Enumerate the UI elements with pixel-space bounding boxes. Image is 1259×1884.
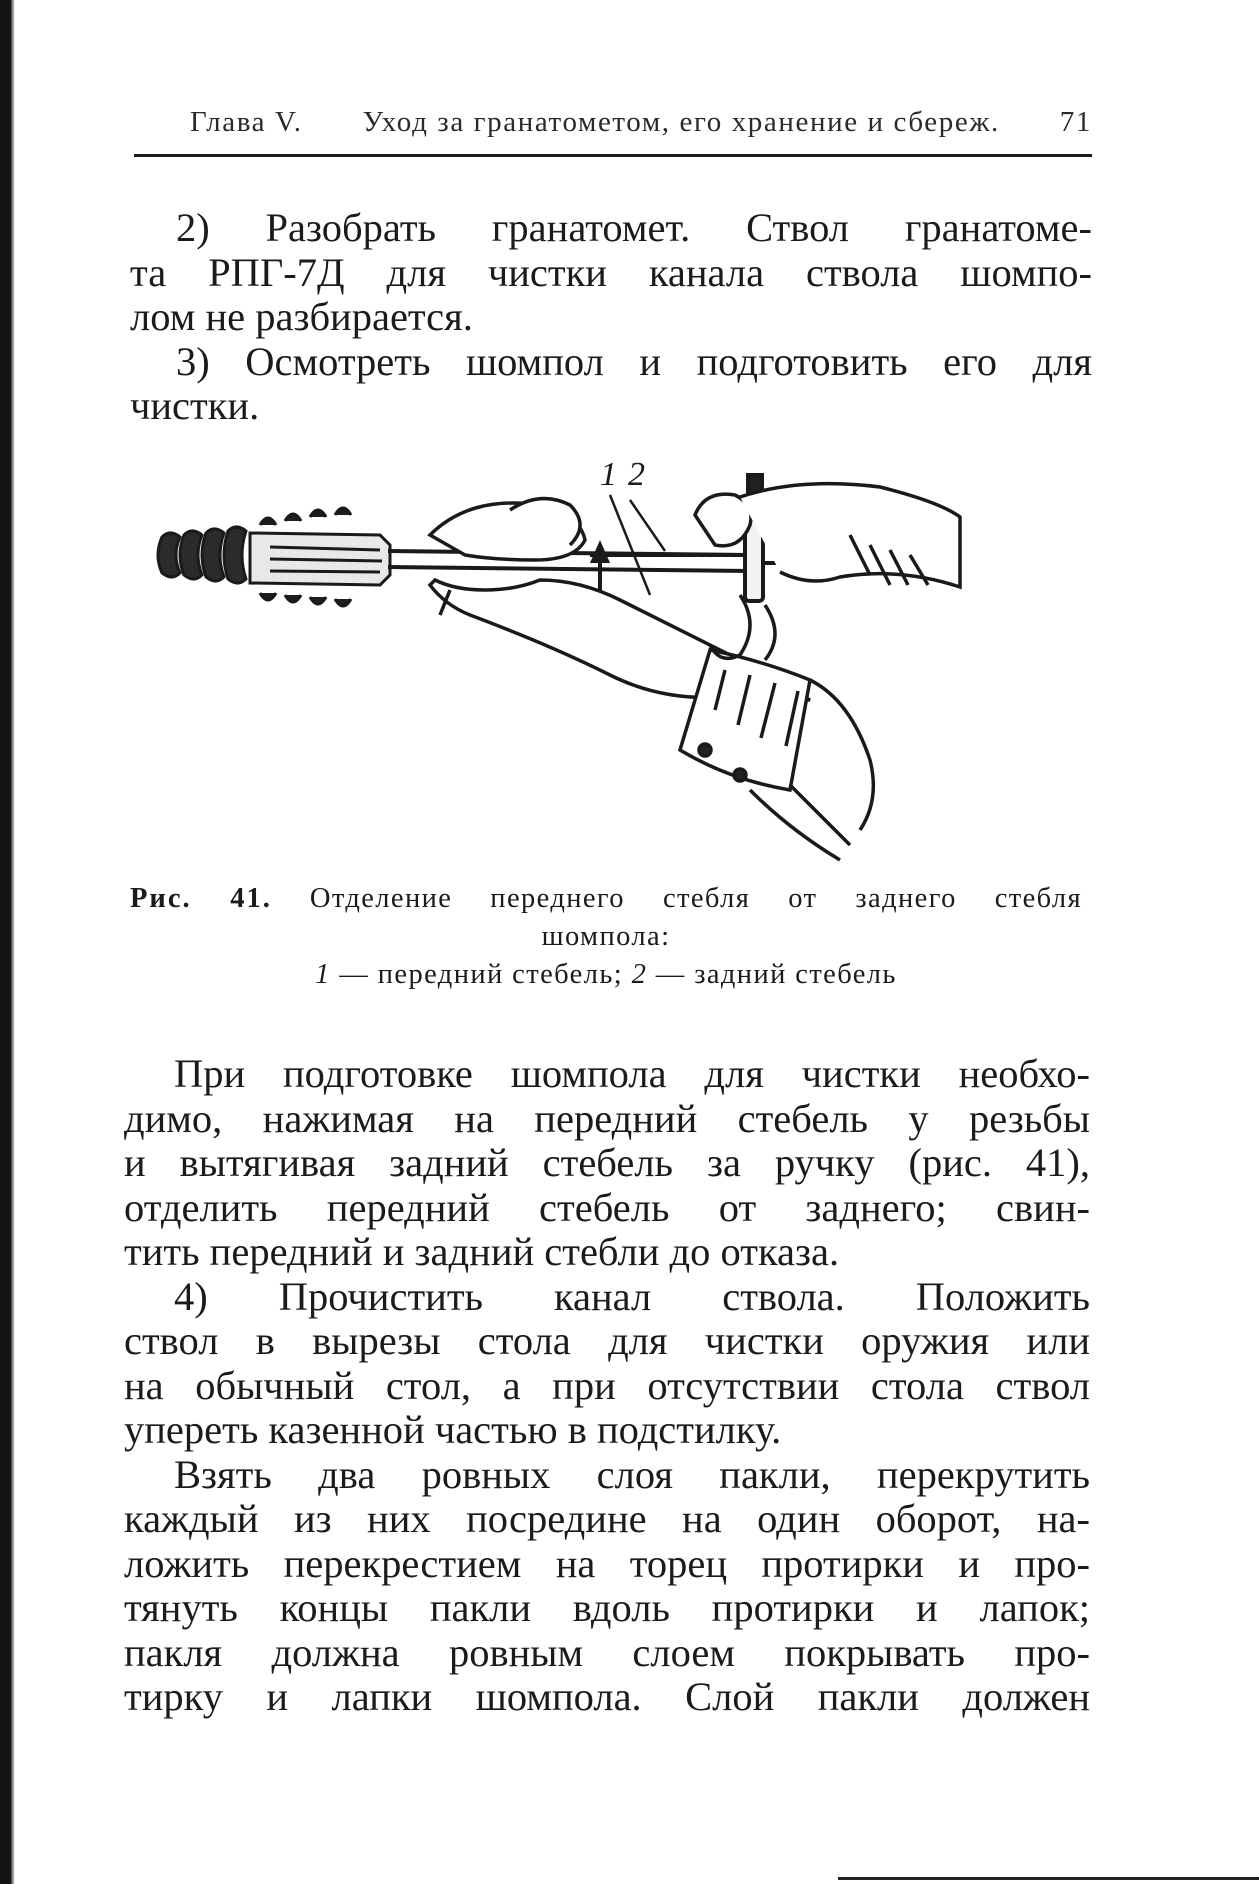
header-rule xyxy=(134,154,1092,157)
legend-number-1: 1 xyxy=(315,959,331,990)
text-line: та РПГ-7Д для чистки канала ствола шомпо- xyxy=(130,249,1092,295)
text-line: тить передний и задний стебли до отказа. xyxy=(124,1229,840,1274)
caption-line-1 xyxy=(130,880,1082,918)
caption-text: Отделение переднего стебля от заднего стебля xyxy=(309,883,1082,914)
body-text xyxy=(124,1052,1090,1720)
leader-lines xyxy=(610,495,665,595)
running-header-chapter: Глава V. xyxy=(190,106,303,138)
text-line: упереть казенной частью в подстилку. xyxy=(124,1407,782,1452)
page-binding-edge xyxy=(0,0,11,1884)
text-line: 4) Прочистить канал ствола. Положить xyxy=(174,1273,1090,1319)
text-line: отделить передний стебель от заднего; свин- xyxy=(124,1184,1090,1230)
page-binding-shadow xyxy=(11,0,15,1884)
steps-top xyxy=(130,206,1092,429)
sleeve-cuff-drawing xyxy=(680,650,873,860)
legend-number-2: 2 xyxy=(631,959,648,990)
text-line: ствол в вырезы стола для чистки оружия или xyxy=(124,1318,1090,1363)
text-line: Взять два ровных слоя пакли, перекрутить xyxy=(174,1451,1090,1497)
text-line: При подготовке шомпола для чистки необхо- xyxy=(174,1051,1090,1096)
text-line: 2) Разобрать гранатомет. Ствол гранатоме- xyxy=(176,205,1092,250)
text-line: и вытягивая задний стебель за ручку (рис. 41), xyxy=(124,1140,1090,1185)
text-line: пакля должна ровным слоем покрывать про- xyxy=(124,1629,1090,1675)
caption-label: Рис. 41. xyxy=(130,883,272,914)
figure-caption xyxy=(130,880,1082,994)
legend-text-1: — передний стебель; xyxy=(339,959,624,990)
text-line: чистки. xyxy=(130,383,260,428)
text-line: ложить перекрестием на торец протирки и про- xyxy=(124,1540,1090,1586)
callout-label-2: 2 xyxy=(628,456,645,493)
page-number: 71 xyxy=(1059,106,1092,138)
caption-text-line-2: шомпола: xyxy=(541,921,671,952)
running-header xyxy=(190,106,1092,139)
legend-text-2: — задний стебель xyxy=(655,959,897,990)
caption-legend xyxy=(130,956,1082,994)
text-line: на обычный стол, а при отсутствии стола ствол xyxy=(124,1362,1090,1408)
text-line: тирку и лапки шомпола. Слой пакли должен xyxy=(124,1674,1090,1719)
text-line: тянуть концы пакли вдоль протирки и лапок; xyxy=(124,1585,1090,1630)
callout-label-1: 1 xyxy=(600,456,617,493)
text-line: 3) Осмотреть шомпол и подготовить его для xyxy=(176,338,1092,384)
bottom-rule xyxy=(838,1877,1259,1880)
running-header-title: Уход за гранатометом, его хранение и сбереж. xyxy=(362,106,1000,138)
text-line: каждый из них посредине на один оборот, на- xyxy=(124,1496,1090,1541)
figure-callout-labels xyxy=(600,456,645,493)
ramrod-thread-drawing xyxy=(158,527,246,583)
text-line: димо, нажимая на передний стебель у резьбы xyxy=(124,1095,1090,1141)
figure-ramrod-illustration xyxy=(150,455,1080,875)
text-line: лом не разбирается. xyxy=(130,294,473,339)
ramrod-head-drawing xyxy=(250,508,390,606)
